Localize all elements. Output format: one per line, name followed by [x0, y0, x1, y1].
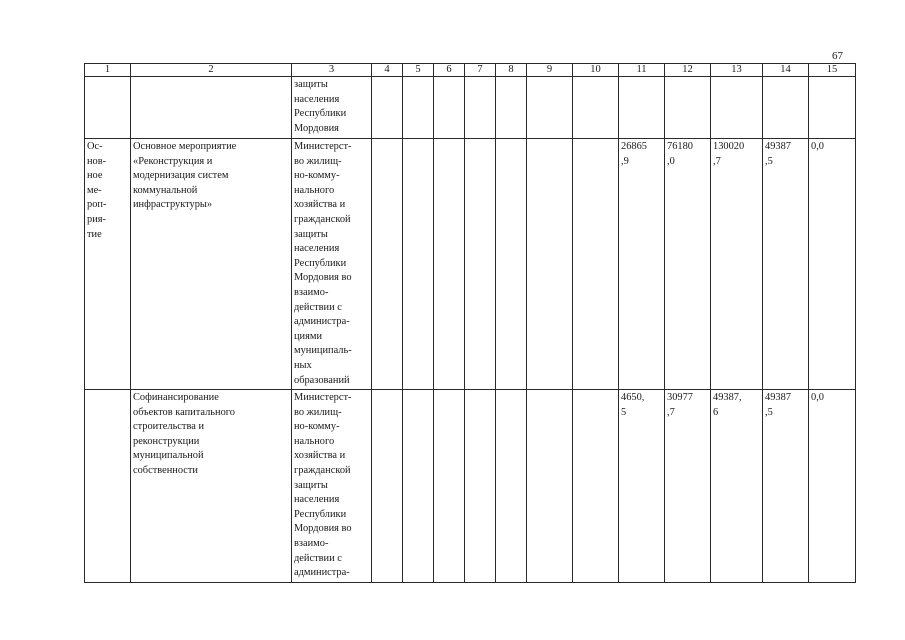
table-row [85, 77, 856, 139]
row-type-cell [85, 77, 131, 139]
executor-cell: Министерст- во жилищ- но-комму- нального хозяйства и гражданской защиты населения Республики Мордовия во взаимо- действии с администра- [292, 390, 372, 583]
value-cell: 4650, 5 [619, 390, 665, 583]
value-cell: 30977 ,7 [665, 390, 711, 583]
program-table [84, 63, 856, 583]
column-header: 8 [496, 64, 527, 77]
executor-cell: защиты населения Республики Мордовия [292, 77, 372, 139]
measure-name-cell [131, 77, 292, 139]
value-cell [809, 77, 856, 139]
value-cell: 76180 ,0 [665, 139, 711, 390]
column-header: 14 [763, 64, 809, 77]
table-row [85, 390, 856, 583]
value-cell: 49387 ,5 [763, 390, 809, 583]
column-header: 2 [131, 64, 292, 77]
value-cell [619, 77, 665, 139]
column-header: 10 [573, 64, 619, 77]
value-cell: 130020 ,7 [711, 139, 763, 390]
row-type-cell [85, 390, 131, 583]
column-header: 5 [403, 64, 434, 77]
column-header: 13 [711, 64, 763, 77]
value-cell: 0,0 [809, 139, 856, 390]
value-cell [665, 77, 711, 139]
value-cell [763, 77, 809, 139]
column-header: 12 [665, 64, 711, 77]
value-cell [711, 77, 763, 139]
page-number: 67 [832, 50, 843, 62]
value-cell: 49387 ,5 [763, 139, 809, 390]
column-header: 15 [809, 64, 856, 77]
column-header: 4 [372, 64, 403, 77]
column-header: 9 [527, 64, 573, 77]
column-header: 11 [619, 64, 665, 77]
table-row [85, 139, 856, 390]
column-header: 1 [85, 64, 131, 77]
column-header: 6 [434, 64, 465, 77]
column-number-row [85, 64, 856, 77]
column-header: 7 [465, 64, 496, 77]
row-type-cell: Ос- нов- ное ме- роп- рия- тие [85, 139, 131, 390]
value-cell: 0,0 [809, 390, 856, 583]
value-cell: 49387, 6 [711, 390, 763, 583]
executor-cell: Министерст- во жилищ- но-комму- нального хозяйства и гражданской защиты населения Республики Мордовия во взаимо- действии с администра- циями муниципаль- ных образований [292, 139, 372, 390]
measure-name-cell: Софинансирование объектов капитального строительства и реконструкции муниципальной собственности [131, 390, 292, 583]
value-cell: 26865 ,9 [619, 139, 665, 390]
column-header: 3 [292, 64, 372, 77]
measure-name-cell: Основное мероприятие «Реконструкция и модернизация систем коммунальной инфраструктуры» [131, 139, 292, 390]
